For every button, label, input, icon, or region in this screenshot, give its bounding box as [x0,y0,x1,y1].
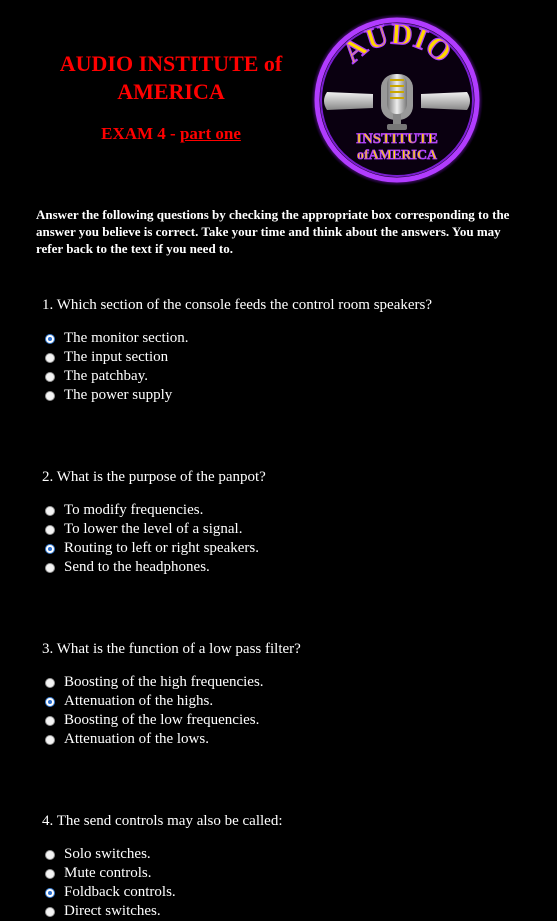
page-title: AUDIO INSTITUTE of AMERICA [59,51,283,104]
answer-option[interactable] [42,520,522,539]
answer-label: Send to the headphones. [64,559,210,575]
radio-button[interactable] [45,372,55,382]
answer-label: The patchbay. [64,368,148,384]
answer-option[interactable] [42,883,522,902]
answer-label: The monitor section. [64,330,189,346]
answer-option[interactable] [42,348,522,367]
answer-option[interactable] [42,539,522,558]
instructions-text: Answer the following questions by checking the appropriate box corresponding to the answer you believe is correct. Take your time and think about the answers. You may refer back to the text if you need to. [36,207,510,256]
answer-label: Solo switches. [64,846,151,862]
radio-button[interactable] [45,697,55,707]
answer-label: Boosting of the low frequencies. [64,712,260,728]
answer-option[interactable] [42,558,522,577]
question-text: 4. The send controls may also be called: [42,813,283,829]
radio-button[interactable] [45,563,55,573]
radio-button[interactable] [45,334,55,344]
question-2 [42,468,522,577]
radio-button[interactable] [45,716,55,726]
answer-label: Attenuation of the highs. [64,693,214,709]
logo-top-text: AUDIO [335,17,458,70]
question-text: 1. Which section of the console feeds the control room speakers? [42,297,433,313]
answer-label: Mute controls. [64,865,152,881]
answer-label: Direct switches. [64,903,161,919]
radio-button[interactable] [45,544,55,554]
exam-label: EXAM 4 - [101,124,180,143]
radio-button[interactable] [45,869,55,879]
answer-label: The input section [64,349,169,365]
answer-label: Routing to left or right speakers. [64,540,259,556]
question-text: 2. What is the purpose of the panpot? [42,469,266,485]
question-text: 3. What is the function of a low pass filter? [42,641,301,657]
radio-button[interactable] [45,525,55,535]
question-1 [42,296,522,405]
answer-label: Foldback controls. [64,884,176,900]
exam-subtitle [30,124,312,144]
part-one-link[interactable]: part one [179,124,241,143]
radio-button[interactable] [45,506,55,516]
answer-option[interactable] [42,711,522,730]
answer-label: To lower the level of a signal. [64,521,243,537]
logo-bottom-line2: ofAMERICA [356,148,438,163]
answer-option[interactable] [42,730,522,749]
answer-option[interactable] [42,329,522,348]
radio-button[interactable] [45,735,55,745]
radio-button[interactable] [45,888,55,898]
answer-option[interactable] [42,386,522,405]
answer-option[interactable] [42,501,522,520]
radio-button[interactable] [45,907,55,917]
logo-bottom-line1: INSTITUTE [356,131,438,147]
audio-institute-logo [311,14,483,186]
answer-label: The power supply [64,387,173,403]
radio-button[interactable] [45,391,55,401]
answer-option[interactable] [42,673,522,692]
answer-option[interactable] [42,845,522,864]
question-3 [42,640,522,749]
radio-button[interactable] [45,850,55,860]
question-4 [42,812,522,921]
answer-label: Attenuation of the lows. [64,731,209,747]
answer-option[interactable] [42,902,522,921]
answer-label: To modify frequencies. [64,502,204,518]
radio-button[interactable] [45,353,55,363]
answer-option[interactable] [42,367,522,386]
radio-button[interactable] [45,678,55,688]
answer-label: Boosting of the high frequencies. [64,674,264,690]
answer-option[interactable] [42,864,522,883]
answer-option[interactable] [42,692,522,711]
